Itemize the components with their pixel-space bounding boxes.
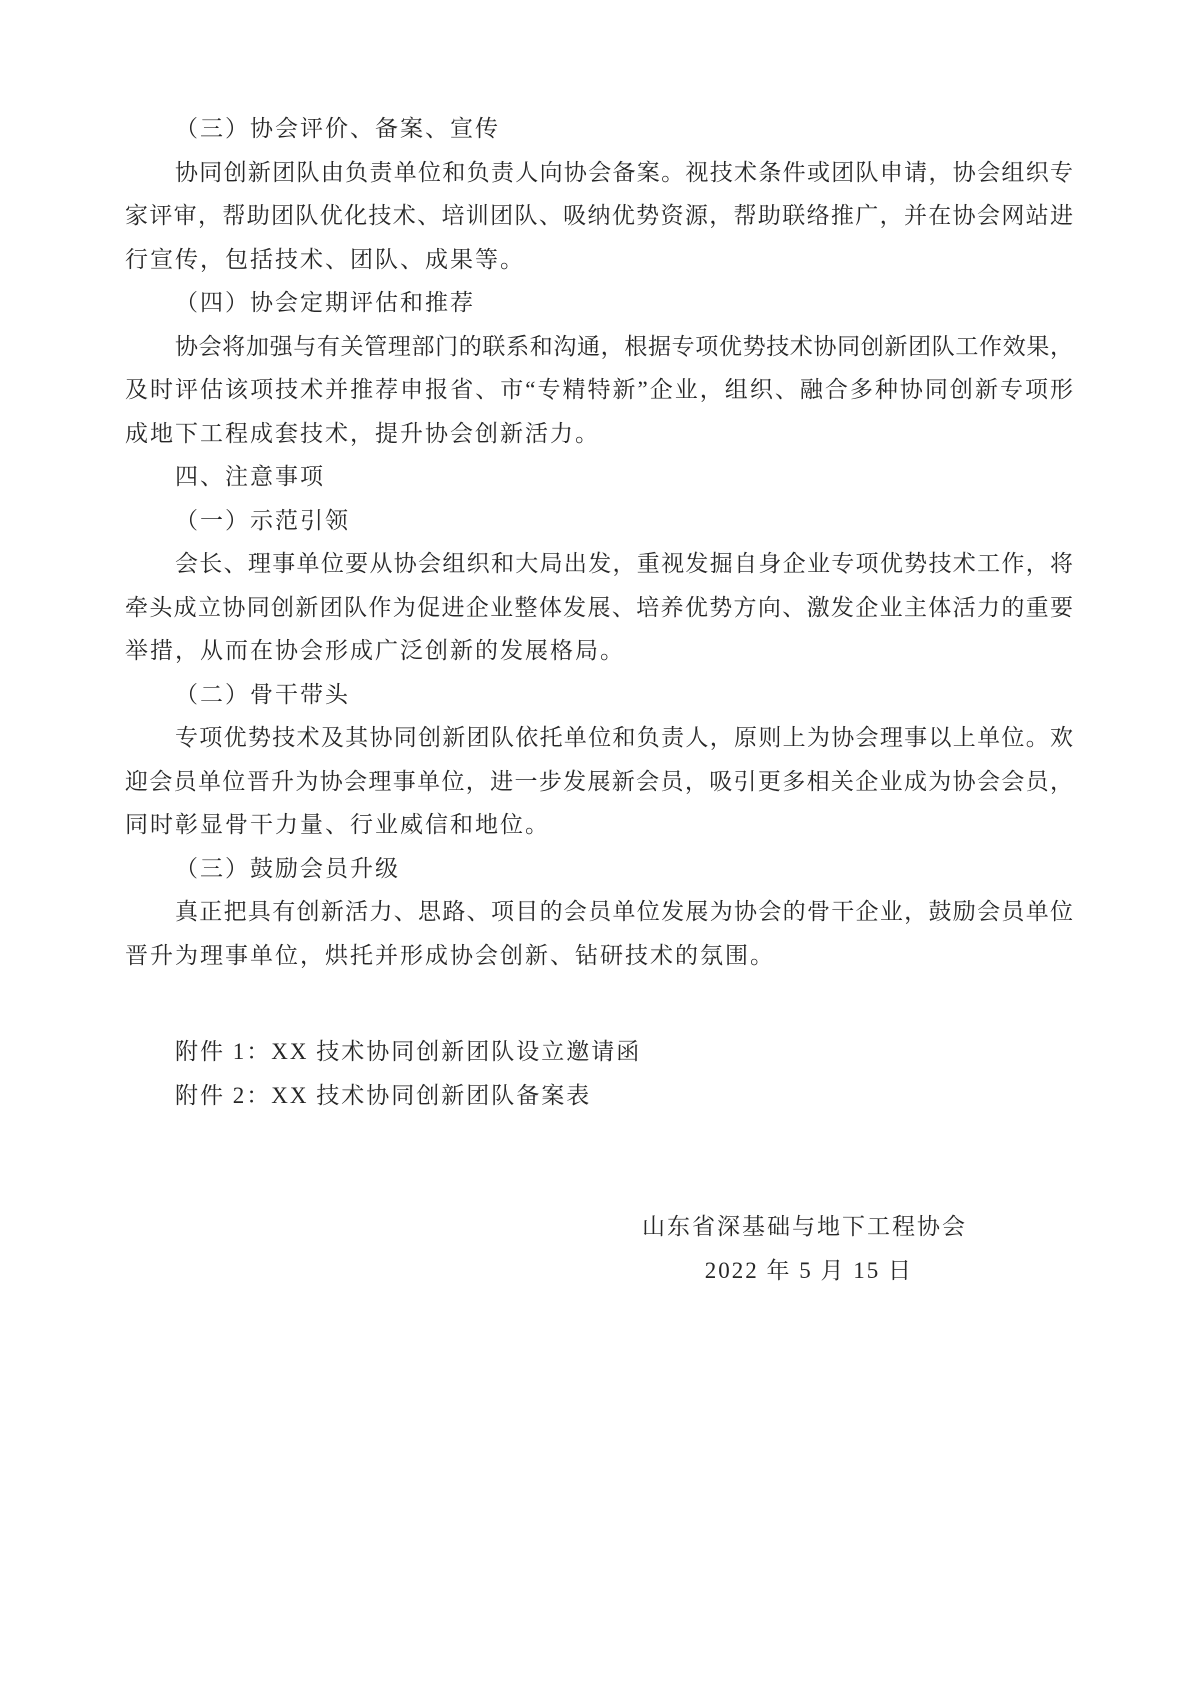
- section-heading: （四）协会定期评估和推荐: [175, 290, 475, 315]
- attachment-line-2: 附件 2：XX 技术协同创新团队备案表: [175, 1082, 592, 1108]
- document-line: 迎会员单位晋升为协会理事单位，进一步发展新会员，吸引更多相关企业成为协会会员，: [125, 768, 1073, 794]
- signature-organization: 山东省深基础与地下工程协会: [642, 1214, 967, 1239]
- document-line: 及时评估该项技术并推荐申报省、市“专精特新”企业，组织、融合多种协同创新专项形: [125, 377, 1073, 402]
- chapter-heading: 四、注意事项: [175, 464, 325, 489]
- section-heading: （三）协会评价、备案、宣传: [175, 116, 500, 141]
- document-line: 同时彰显骨干力量、行业威信和地位。: [125, 812, 550, 837]
- document-content: [125, 107, 1073, 1292]
- signature-date: 2022 年 5 月 15 日: [704, 1257, 913, 1283]
- blank-gap: [125, 1117, 1073, 1205]
- document-line: 成地下工程成套技术，提升协会创新活力。: [125, 420, 600, 446]
- attachment-line-1: 附件 1：XX 技术协同创新团队设立邀请函: [175, 1039, 642, 1064]
- document-line: 行宣传，包括技术、团队、成果等。: [125, 246, 525, 272]
- section-heading: （三）鼓励会员升级: [175, 855, 400, 881]
- document-line: 晋升为理事单位，烘托并形成协会创新、钻研技术的氛围。: [125, 942, 775, 968]
- document-line: 专项优势技术及其协同创新团队依托单位和负责人，原则上为协会理事以上单位。欢: [175, 725, 1073, 750]
- document-line: 举措，从而在协会形成广泛创新的发展格局。: [125, 638, 625, 663]
- blank-gap: [125, 977, 1073, 1030]
- document-line: 真正把具有创新活力、思路、项目的会员单位发展为协会的骨干企业，鼓励会员单位: [175, 899, 1073, 924]
- document-line: 协会将加强与有关管理部门的联系和沟通，根据专项优势技术协同创新团队工作效果，: [175, 333, 1073, 359]
- section-heading: （一）示范引领: [175, 507, 350, 533]
- document-line: 会长、理事单位要从协会组织和大局出发，重视发掘自身企业专项优势技术工作，将: [175, 551, 1073, 576]
- section-heading: （二）骨干带头: [175, 681, 350, 707]
- document-line: 协同创新团队由负责单位和负责人向协会备案。视技术条件或团队申请，协会组织专: [175, 159, 1073, 185]
- document-line: 家评审，帮助团队优化技术、培训团队、吸纳优势资源，帮助联络推广，并在协会网站进: [125, 203, 1073, 228]
- document-line: 牵头成立协同创新团队作为促进企业整体发展、培养优势方向、激发企业主体活力的重要: [125, 594, 1073, 620]
